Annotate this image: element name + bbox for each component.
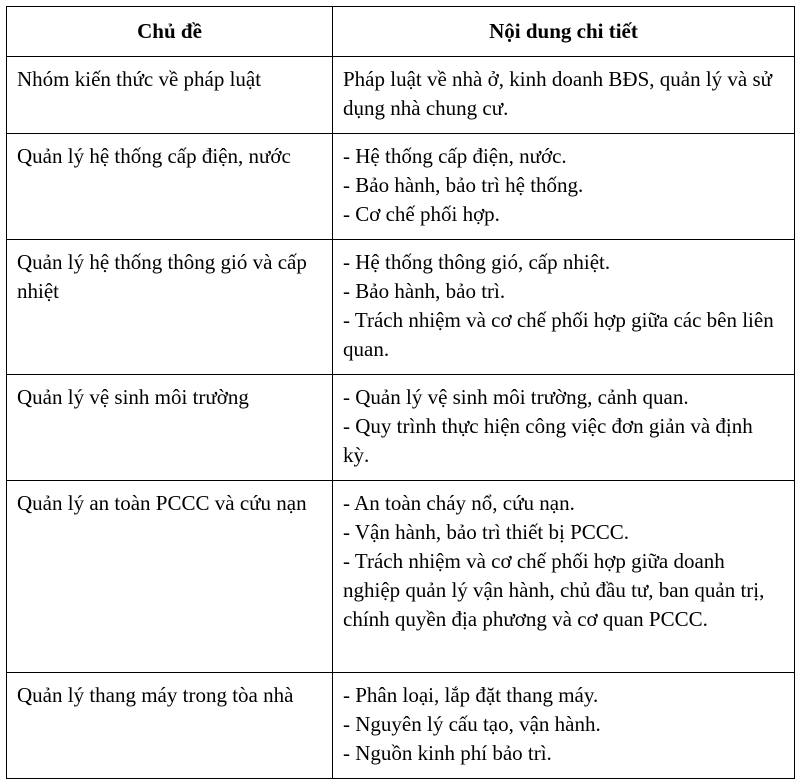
table-row <box>7 375 795 481</box>
detail-line: - Trách nhiệm và cơ chế phối hợp giữa doanh nghiệp quản lý vận hành, chủ đầu tư, ban quản trị, chính quyền địa phương và cơ quan PCCC. <box>343 549 765 631</box>
detail-line: - An toàn cháy nổ, cứu nạn. <box>343 491 575 515</box>
table-row <box>7 57 795 134</box>
detail-line: - Vận hành, bảo trì thiết bị PCCC. <box>343 520 630 544</box>
table-row <box>7 673 795 779</box>
detail-line: - Nguồn kinh phí bảo trì. <box>343 741 552 765</box>
detail-line: - Phân loại, lắp đặt thang máy. <box>343 683 599 707</box>
topic-cell: Quản lý hệ thống thông gió và cấp nhiệt <box>7 240 333 375</box>
details-cell <box>333 673 795 779</box>
topic-cell: Quản lý thang máy trong tòa nhà <box>7 673 333 779</box>
header-row <box>7 7 795 57</box>
detail-line: - Quản lý vệ sinh môi trường, cảnh quan. <box>343 385 689 409</box>
detail-line: - Hệ thống thông gió, cấp nhiệt. <box>343 250 611 274</box>
details-cell <box>333 134 795 240</box>
topic-cell: Nhóm kiến thức về pháp luật <box>7 57 333 134</box>
details-cell <box>333 481 795 673</box>
details-cell <box>333 375 795 481</box>
detail-line: - Cơ chế phối hợp. <box>343 202 500 226</box>
table-row <box>7 134 795 240</box>
detail-line: Pháp luật về nhà ở, kinh doanh BĐS, quản lý và sử dụng nhà chung cư. <box>343 67 773 120</box>
details-cell <box>333 240 795 375</box>
table-row <box>7 481 795 673</box>
detail-line: - Bảo hành, bảo trì. <box>343 279 506 303</box>
detail-line: - Quy trình thực hiện công việc đơn giản và định kỳ. <box>343 414 753 467</box>
detail-line: - Nguyên lý cấu tạo, vận hành. <box>343 712 601 736</box>
header-topic: Chủ đề <box>7 7 333 57</box>
topic-cell: Quản lý vệ sinh môi trường <box>7 375 333 481</box>
topic-cell: Quản lý an toàn PCCC và cứu nạn <box>7 481 333 673</box>
detail-line: - Hệ thống cấp điện, nước. <box>343 144 567 168</box>
details-cell <box>333 57 795 134</box>
table-row <box>7 240 795 375</box>
topic-cell: Quản lý hệ thống cấp điện, nước <box>7 134 333 240</box>
topics-table <box>6 6 795 779</box>
header-details: Nội dung chi tiết <box>333 7 795 57</box>
detail-line: - Trách nhiệm và cơ chế phối hợp giữa các bên liên quan. <box>343 308 774 361</box>
detail-line: - Bảo hành, bảo trì hệ thống. <box>343 173 584 197</box>
